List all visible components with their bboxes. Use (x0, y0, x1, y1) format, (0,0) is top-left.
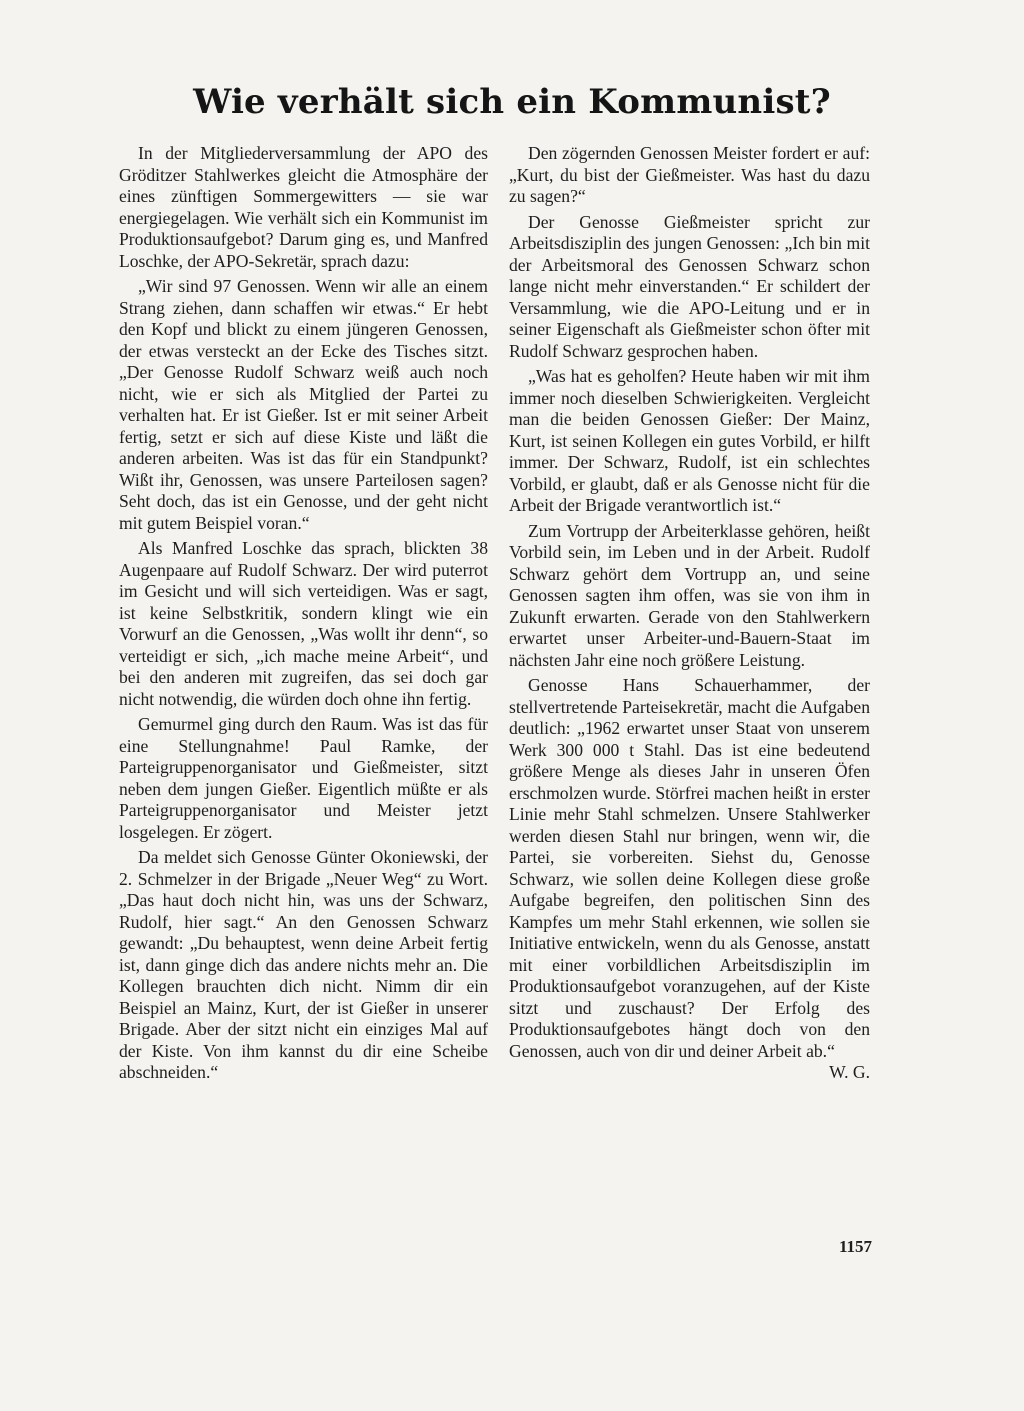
paragraph: Als Manfred Loschke das sprach, blickten 38 Augenpaare auf Rudolf Schwarz. Der wird puterrot im Gesicht und will sich verteidigen. Was er sagt, ist keine Selbstkritik, sondern klingt wie ein Vorwurf an die Genossen, „Was wollt ihr denn“, so verteidigt er sich, „ich mache meine Arbeit“, und bei den anderen mit zugreifen, das sei doch gar nicht notwendig, die würden doch ohne ihn fertig. (119, 538, 488, 709)
paragraph: Da meldet sich Genosse Günter Okoniewski, der 2. Schmelzer in der Brigade „Neuer Weg“ zu Wort. „Das haut doch nicht hin, was uns der Schwarz, Rudolf, hier sagt.“ An den Genossen Schwarz gewandt: „Du behauptest, wenn deine Arbeit fertig ist, dann ginge dich das andere nichts mehr an. Die Kollegen brauchten dich nicht. Nimm dir ein Beispiel an Mainz, Kurt, der ist Gießer in unserer Brigade. Aber der sitzt nicht ein einziges Mal auf der Kiste. Von ihm kannst du dir eine Scheibe abschneiden.“ (119, 847, 488, 1082)
paragraph-text: Genosse Hans Schauerhammer, der stellvertretende Parteisekretär, macht die Aufgaben deutlich: „1962 erwartet unser Staat von unserem Werk 300 000 t Stahl. Das ist eine bedeutend größere Menge als dieses Jahr in unseren Öfen erschmolzen wurde. Störfrei machen heißt in erster Linie mehr Stahl schmelzen. Unsere Stahlwerker werden diesen Stahl nur bringen, wenn wir, die Partei, sie vorbereiten. Siehst du, Genosse Schwarz, wie sollen deine Kollegen diese große Aufgabe begreifen, den politischen Sinn des Kampfes um mehr Stahl erkennen, wie sollen sie Initiative entwickeln, wenn du als Genosse, anstatt mit einer vorbildlichen Arbeitsdisziplin im Produktionsaufgebot voranzugehen, auf der Kiste sitzt und zuschaust? Der Erfolg des Produktionsaufgebotes hängt doch von den Genossen, auch von dir und deiner Arbeit ab.“ (509, 675, 870, 1061)
paragraph: In der Mitgliederversammlung der APO des Gröditzer Stahlwerkes gleicht die Atmosphäre der eines zünftigen Sommergewitters — sie war energiegelagen. Wie verhält sich ein Kommunist im Produktionsaufgebot? Darum ging es, und Manfred Loschke, der APO-Sekretär, sprach dazu: (119, 143, 488, 271)
paragraph: „Was hat es geholfen? Heute haben wir mit ihm immer noch dieselben Schwierigkeiten. Vergleicht man die beiden Genossen Gießer: Der Mainz, Kurt, ist seinen Kollegen ein gutes Vorbild, er hilft immer. Der Schwarz, Rudolf, ist ein schlechtes Vorbild, er glaubt, daß er als Genosse nicht für die Arbeit der Brigade verantwortlich ist.“ (509, 366, 870, 515)
article-title: Wie verhält sich ein Kommunist? (193, 82, 831, 122)
author-signature: W. G. (829, 1062, 870, 1082)
left-column (119, 143, 488, 1088)
right-column (509, 143, 870, 1084)
paragraph: „Wir sind 97 Genossen. Wenn wir alle an einem Strang ziehen, dann schaffen wir etwas.“ Er hebt den Kopf und blickt zu einem jüngeren Genossen, der etwas versteckt an der Ecke des Tisches sitzt. „Der Genosse Rudolf Schwarz weiß auch noch nicht, wie er sich als Mitglied der Partei zu verhalten hat. Er ist Gießer. Ist er mit seiner Arbeit fertig, setzt er sich auf diese Kiste und läßt die anderen arbeiten. Was ist das für ein Standpunkt? Wißt ihr, Genossen, was unsere Parteilosen sagen? Seht doch, das ist ein Genosse, und der geht nicht mit gutem Beispiel voran.“ (119, 276, 488, 533)
final-paragraph (509, 675, 870, 1082)
paragraph: Der Genosse Gießmeister spricht zur Arbeitsdisziplin des jungen Genossen: „Ich bin mit der Arbeitsmoral des Genossen Schwarz schon lange nicht mehr einverstanden.“ Er schildert der Versammlung, wie die APO-Leitung und er in seiner Eigenschaft als Gießmeister schon öfter mit Rudolf Schwarz gesprochen haben. (509, 211, 870, 361)
paragraph: Gemurmel ging durch den Raum. Was ist das für eine Stellungnahme! Paul Ramke, der Parteigruppenorganisator und Gießmeister, sitzt neben dem jungen Gießer. Eigentlich müßte er als Parteigruppenorganisator und Meister jetzt losgelegen. Er zögert. (119, 714, 488, 842)
page-number: 1157 (838, 1237, 872, 1256)
paragraph: Den zögernden Genossen Meister fordert er auf: „Kurt, du bist der Gießmeister. Was hast du dazu zu sagen?“ (509, 143, 870, 206)
paragraph: Zum Vortrupp der Arbeiterklasse gehören, heißt Vorbild sein, im Leben und in der Arbeit. Rudolf Schwarz gehört dem Vortrupp an, und seine Genossen sagten ihm offen, was sie von ihm in Zukunft erwarten. Gerade von den Stahlwerkern erwartet unser Arbeiter-und-Bauern-Staat im nächsten Jahr eine noch größere Leistung. (509, 520, 870, 670)
